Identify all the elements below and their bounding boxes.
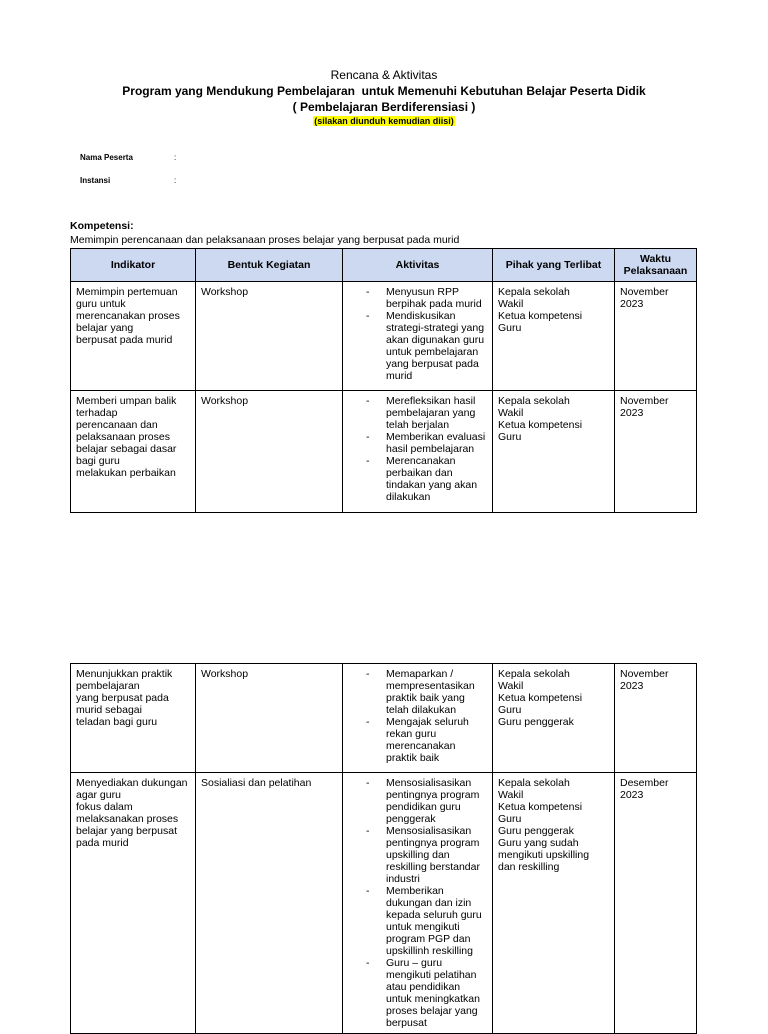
- pihak-line: Wakil: [498, 789, 524, 801]
- cell-indikator: [71, 391, 196, 513]
- table-row: [71, 391, 697, 513]
- cell-indikator: [71, 282, 196, 391]
- aktivitas-item: - Memberikan evaluasi hasil pembelajaran: [348, 431, 488, 455]
- indikator-line: berpusat pada murid: [76, 334, 173, 346]
- indikator-line: pada murid: [76, 837, 129, 849]
- aktivitas-item: - Mengajak seluruh rekan guru merencanakan praktik baik: [348, 716, 488, 764]
- indikator-line: perencanaan dan: [76, 419, 158, 431]
- indikator-line: Menyediakan dukungan: [76, 777, 188, 789]
- waktu-line: November: [620, 286, 669, 298]
- indikator-line: belajar sebagai dasar: [76, 443, 177, 455]
- cell-aktivitas: [343, 664, 493, 773]
- pihak-line: Guru: [498, 813, 522, 825]
- cell-aktivitas: [343, 282, 493, 391]
- cell-aktivitas: [343, 773, 493, 1034]
- pihak-line: Kepala sekolah: [498, 286, 570, 298]
- waktu-line: 2023: [620, 298, 644, 310]
- indikator-line: bagi guru: [76, 455, 120, 467]
- aktivitas-item: - Merefleksikan hasil pembelajaran yang telah berjalan: [348, 395, 488, 431]
- cell-waktu: [615, 773, 697, 1034]
- pihak-line: Guru penggerak: [498, 716, 574, 728]
- pihak-line: mengikuti upskilling: [498, 849, 590, 861]
- cell-waktu: [615, 282, 697, 391]
- doc-title: Rencana & Aktivitas: [330, 68, 438, 82]
- cell-pihak-terlibat: [493, 773, 615, 1034]
- waktu-line: November: [620, 668, 669, 680]
- indikator-line: guru untuk: [76, 298, 126, 310]
- col-header-waktu: Waktu Pelaksanaan: [615, 249, 697, 282]
- pihak-line: Ketua kompetensi: [498, 310, 583, 322]
- indikator-line: murid sebagai: [76, 704, 142, 716]
- indikator-line: pembelajaran: [76, 680, 140, 692]
- cell-pihak-terlibat: [493, 391, 615, 513]
- pihak-line: Guru: [498, 704, 522, 716]
- col-header-pihak: Pihak yang Terlibat: [493, 249, 615, 282]
- cell-aktivitas: [343, 391, 493, 513]
- indikator-line: melakukan perbaikan: [76, 467, 176, 479]
- pihak-line: Kepala sekolah: [498, 395, 570, 407]
- field-label: Instansi: [80, 176, 111, 185]
- indikator-line: belajar yang berpusat: [76, 825, 177, 837]
- waktu-line: November: [620, 395, 669, 407]
- col-header-indikator: Indikator: [71, 249, 196, 282]
- pihak-line: Ketua kompetensi: [498, 419, 583, 431]
- aktivitas-item: - Guru – guru mengikuti pelatihan atau pendidikan untuk meningkatkan proses belajar yang berpusat: [348, 957, 488, 1029]
- cell-waktu: [615, 391, 697, 513]
- doc-subtitle-2: ( Pembelajaran Berdiferensiasi ): [292, 100, 476, 114]
- indikator-line: melaksanakan proses: [76, 813, 179, 825]
- indikator-line: teladan bagi guru: [76, 716, 158, 728]
- waktu-line: Desember: [620, 777, 669, 789]
- pihak-line: Ketua kompetensi: [498, 692, 583, 704]
- aktivitas-item: - Memberikan dukungan dan izin kepada seluruh guru untuk mengikuti program PGP dan upskillinh reskilling: [348, 885, 488, 957]
- aktivitas-list: [348, 668, 488, 764]
- activity-table-2: [70, 663, 697, 1034]
- pihak-line: Guru penggerak: [498, 825, 574, 837]
- indikator-line: Menunjukkan praktik: [76, 668, 173, 680]
- indikator-line: Memimpin pertemuan: [76, 286, 178, 298]
- kompetensi-text: Memimpin perencanaan dan pelaksanaan proses belajar yang berpusat pada murid: [70, 234, 460, 246]
- doc-note-text: (silakan diunduh kemudian diisi): [314, 116, 454, 126]
- cell-indikator: [71, 773, 196, 1034]
- cell-indikator: [71, 664, 196, 773]
- pihak-line: Guru: [498, 431, 522, 443]
- table-header-row: [71, 249, 697, 282]
- pihak-line: Ketua kompetensi: [498, 801, 583, 813]
- indikator-line: fokus dalam: [76, 801, 133, 813]
- doc-note: [0, 116, 768, 126]
- cell-waktu: [615, 664, 697, 773]
- table-row: [71, 282, 697, 391]
- indikator-line: merencanakan proses: [76, 310, 180, 322]
- doc-subtitle: Program yang Mendukung Pembelajaran untuk Memenuhi Kebutuhan Belajar Peserta Didik: [122, 84, 646, 98]
- aktivitas-list: [348, 286, 488, 382]
- cell-bentuk-kegiatan: Workshop: [196, 664, 343, 773]
- cell-bentuk-kegiatan: Workshop: [196, 391, 343, 513]
- indikator-line: Memberi umpan balik: [76, 395, 177, 407]
- cell-bentuk-kegiatan: Workshop: [196, 282, 343, 391]
- col-header-bentuk: Bentuk Kegiatan: [196, 249, 343, 282]
- cell-pihak-terlibat: [493, 282, 615, 391]
- cell-pihak-terlibat: [493, 664, 615, 773]
- indikator-line: yang berpusat pada: [76, 692, 169, 704]
- waktu-line: 2023: [620, 789, 644, 801]
- aktivitas-list: [348, 777, 488, 1029]
- aktivitas-item: - Mendiskusikan strategi-strategi yang akan digunakan guru untuk pembelajaran yang berpusat pada murid: [348, 310, 488, 382]
- waktu-line: 2023: [620, 407, 644, 419]
- aktivitas-item: - Mensosialisasikan pentingnya program pendidikan guru penggerak: [348, 777, 488, 825]
- aktivitas-item: - Memaparkan / mempresentasikan praktik baik yang telah dilakukan: [348, 668, 488, 716]
- field-colon: :: [174, 153, 177, 162]
- pihak-line: Wakil: [498, 407, 524, 419]
- aktivitas-item: - Merencanakan perbaikan dan tindakan yang akan dilakukan: [348, 455, 488, 503]
- aktivitas-item: - Menyusun RPP berpihak pada murid: [348, 286, 488, 310]
- kompetensi-heading: Kompetensi:: [70, 220, 134, 232]
- field-instansi: [80, 176, 177, 185]
- field-nama-peserta: [80, 153, 177, 162]
- indikator-line: belajar yang: [76, 322, 134, 334]
- table-row: [71, 664, 697, 773]
- table-row: [71, 773, 697, 1034]
- indikator-line: terhadap: [76, 407, 118, 419]
- col-header-aktivitas: Aktivitas: [343, 249, 493, 282]
- pihak-line: dan reskilling: [498, 861, 560, 873]
- aktivitas-item: - Mensosialisasikan pentingnya program upskilling dan reskilling berstandar industri: [348, 825, 488, 885]
- pihak-line: Wakil: [498, 298, 524, 310]
- field-colon: :: [174, 176, 177, 185]
- waktu-line: 2023: [620, 680, 644, 692]
- indikator-line: pelaksanaan proses: [76, 431, 170, 443]
- pihak-line: Guru: [498, 322, 522, 334]
- pihak-line: Kepala sekolah: [498, 668, 570, 680]
- cell-bentuk-kegiatan: Sosialiasi dan pelatihan: [196, 773, 343, 1034]
- indikator-line: agar guru: [76, 789, 121, 801]
- aktivitas-list: [348, 395, 488, 503]
- pihak-line: Kepala sekolah: [498, 777, 570, 789]
- field-label: Nama Peserta: [80, 153, 133, 162]
- pihak-line: Wakil: [498, 680, 524, 692]
- pihak-line: Guru yang sudah: [498, 837, 579, 849]
- activity-table-1: [70, 248, 697, 513]
